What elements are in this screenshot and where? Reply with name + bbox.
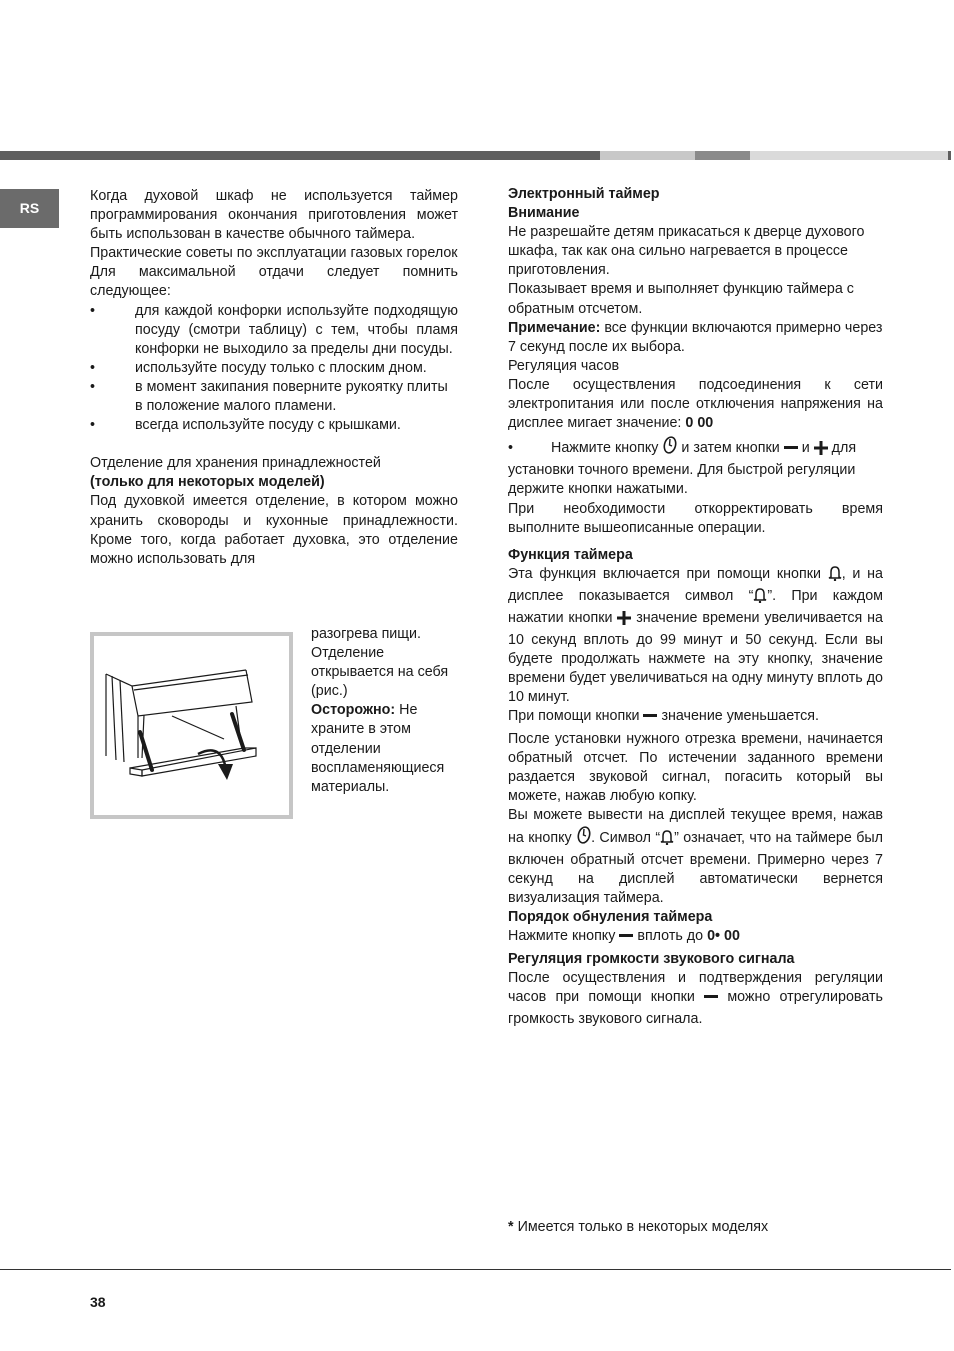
bell-icon	[753, 587, 767, 609]
timer-decrease: При помощи кнопки значение уменьшается.	[508, 707, 883, 729]
timer-text: Эта функция включается при помощи кнопки , и на дисплее показывается символ “ ”. При каждом нажатии кнопки значение времени увеличивается на 10 секунд вплоть до 99 минут и 50 секунд. Если вы будете продолжать нажмете на эту кнопку, значение времени будет увеличиваться на одну минуту вплоть до 10 минут.	[508, 565, 884, 706]
storage-heading: Отделение для хранения принадлежностей	[90, 455, 381, 472]
minus-icon	[643, 709, 657, 729]
footnote: * Имеется только в некоторых моделях	[508, 1219, 769, 1235]
clock-instruction: • Нажмите кнопку и затем кнопки и для установки точного времени. Для быстрой регуляции держите кнопки нажатыми.	[508, 435, 883, 499]
minus-icon	[784, 441, 798, 461]
reset-value: 0• 00	[707, 928, 740, 945]
storage-drawer-figure	[90, 632, 293, 819]
shows-text: Показывает время и выполняет функцию таймера с обратным отсчетом.	[508, 281, 854, 317]
gas-tips-intro: Для максимальной отдачи следует помнить следующее:	[90, 264, 458, 300]
header-bar-mid	[695, 151, 750, 160]
timer-heading: Функция таймера	[508, 546, 633, 563]
caution-text: Не храните в этом отделении воспламеняющиеся материалы.	[311, 702, 445, 795]
plus-icon	[814, 441, 828, 461]
list-item: • используйте посуду только с плоским дном.	[90, 359, 427, 376]
clock-heading: Регуляция часов	[508, 357, 620, 374]
storage-text: Под духовкой имеется отделение, в котором можно хранить сковороды и кухонные принадлежности. Кроме того, когда работает духовка, это отделение можно использовать для	[90, 493, 458, 567]
reset-heading: Порядок обнуления таймера	[508, 909, 713, 926]
footer-rule	[0, 1269, 951, 1270]
clock-text: После осуществления подсоединения к сети электропитания или после отключения напряжения на дисплее мигает значение:	[508, 376, 883, 432]
clock-correction: При необходимости откорректировать время выполните вышеописанные операции.	[508, 500, 883, 536]
timer-paragraph: Когда духовой шкаф не используется таймер программирования окончания приготовления может быть использован в качестве обычного таймера.	[90, 188, 458, 243]
bell-icon	[828, 565, 842, 587]
left-column	[90, 187, 458, 569]
bell-icon	[660, 829, 674, 851]
warning-text: Не разрешайте детям прикасаться к дверце духового шкафа, так как она сильно нагревается в процессе приготовления.	[508, 224, 865, 279]
minus-icon	[704, 990, 718, 1010]
timer-display: Вы можете вывести на дисплей текущее время, нажав на кнопку . Символ “ ” означает, что на таймере был включен обратный отсчет времени. Примерно через 7 секунд на дисплей автоматически вернется визуализация таймера.	[508, 806, 884, 907]
figure-caption-text: разогрева пищи. Отделение открывается на себя (рис.) Осторожно: Не храните в этом отделении воспламеняющиеся материалы.	[311, 626, 449, 795]
plus-icon	[617, 611, 631, 631]
timer-countdown: После установки нужного отрезка времени, начинается обратный отсчет. По истечении заданного времени раздается звуковой сигнал, погасить который вы можете, нажав любую копку.	[508, 730, 883, 804]
header-bar-light	[600, 151, 695, 160]
header-bar-pale	[750, 151, 948, 160]
clock-value: 0 00	[685, 415, 714, 432]
storage-note: (только для некоторых моделей)	[90, 474, 325, 491]
volume-heading: Регуляция громкости звукового сигнала	[508, 950, 795, 967]
gas-tips-heading: Практические советы по эксплуатации газовых горелок	[90, 245, 458, 262]
list-item: • для каждой конфорки используйте подходящую посуду (смотри таблицу) с тем, чтобы пламя конфорки не выходило за пределы дни посуды.	[90, 302, 458, 357]
reset-text: Нажмите кнопку вплоть до 0• 00	[508, 927, 883, 949]
minus-icon	[619, 929, 633, 949]
note-text: все функции включаются примерно через 7 секунд после их выбора.	[508, 319, 883, 355]
drawer-illustration	[94, 636, 289, 815]
section-title: Электронный таймер	[508, 186, 660, 202]
language-tab: RS	[0, 189, 59, 228]
list-item: • в момент закипания поверните рукоятку плиты в положение малого пламени.	[90, 378, 448, 415]
note-label: Примечание:	[508, 319, 601, 336]
right-column	[508, 185, 883, 1029]
header-bar-end	[948, 151, 951, 160]
volume-text: После осуществления и подтверждения регуляции часов при помощи кнопки можно отрегулировать громкость звукового сигнала.	[508, 969, 883, 1027]
caution-label: Осторожно:	[311, 702, 396, 719]
header-bar-dark	[0, 151, 600, 160]
clock-icon	[662, 435, 677, 461]
page-number: 38	[90, 1294, 106, 1310]
list-item: • всегда используйте посуду с крышками.	[90, 417, 401, 434]
attention-heading: Внимание	[508, 205, 580, 222]
clock-icon	[576, 825, 591, 851]
